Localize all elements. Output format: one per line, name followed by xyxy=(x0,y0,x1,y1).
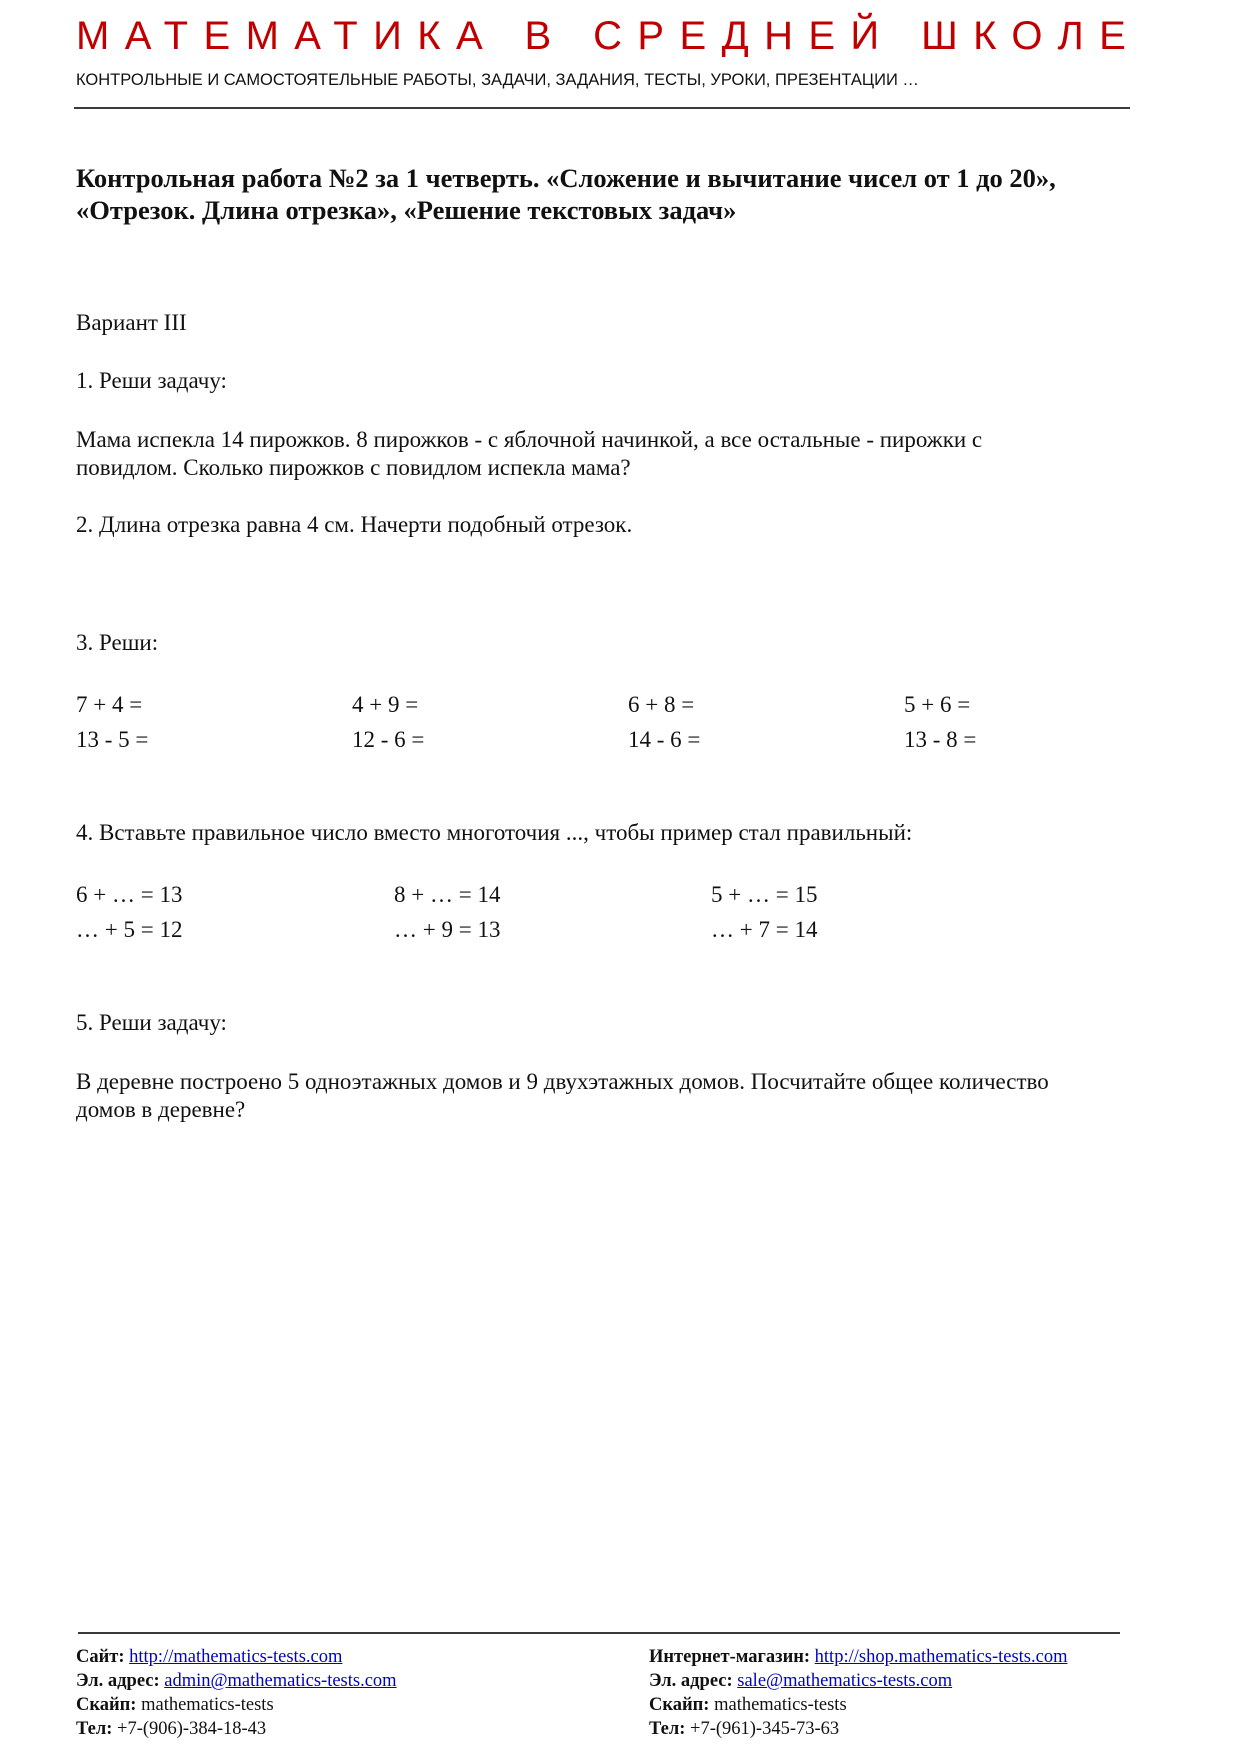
footer-phone-row xyxy=(649,1717,1067,1741)
footer-email-label: Эл. адрес: xyxy=(76,1671,160,1691)
footer-email-label: Эл. адрес: xyxy=(649,1671,733,1691)
footer-skype-row xyxy=(649,1693,1067,1717)
document-title-line-1: Контрольная работа №2 за 1 четверть. «Сложение и вычитание чисел от 1 до 20», xyxy=(76,163,1056,193)
site-title: МАТЕМАТИКА В СРЕДНЕЙ ШКОЛЕ xyxy=(76,14,1142,58)
task3-heading: 3. Реши: xyxy=(76,630,159,655)
task3-example: 14 - 6 = xyxy=(628,727,701,752)
footer-email-row xyxy=(76,1669,397,1693)
task1-text-line-1: Мама испекла 14 пирожков. 8 пирожков - с яблочной начинкой, а все остальные - пирожки с xyxy=(76,427,983,452)
footer-shop-label: Интернет-магазин: xyxy=(649,1647,811,1667)
footer-email-domain-link[interactable]: mathematics-tests.com xyxy=(783,1671,953,1691)
footer-site-label: Сайт: xyxy=(76,1647,125,1667)
task3-example: 5 + 6 = xyxy=(904,692,971,717)
task5-heading: 5. Реши задачу: xyxy=(76,1010,227,1035)
variant-label: Вариант III xyxy=(76,310,187,335)
footer-email-user-link[interactable]: sale@ xyxy=(737,1671,784,1691)
footer-email-user-link[interactable]: admin@ xyxy=(164,1671,228,1691)
header-divider xyxy=(74,107,1130,109)
task5-text-line-1: В деревне построено 5 одноэтажных домов и 9 двухэтажных домов. Посчитайте общее количество xyxy=(76,1069,1049,1094)
footer-shop-row xyxy=(649,1645,1067,1669)
document-title xyxy=(76,162,1056,226)
footer-right xyxy=(649,1645,1067,1741)
task3-example: 13 - 8 = xyxy=(904,727,977,752)
task4-example: 5 + … = 15 xyxy=(711,882,818,907)
task1-text xyxy=(76,426,982,482)
task4-example: 8 + … = 14 xyxy=(394,882,501,907)
task3-example: 4 + 9 = xyxy=(352,692,419,717)
footer-shop-link[interactable]: http://shop.mathematics-tests.com xyxy=(814,1647,1068,1667)
task3-example: 13 - 5 = xyxy=(76,727,149,752)
footer-email-domain-link[interactable]: mathematics-tests.com xyxy=(227,1671,397,1691)
footer-phone-label: Тел: xyxy=(76,1719,113,1739)
task3-example: 7 + 4 = xyxy=(76,692,143,717)
task1-heading: 1. Реши задачу: xyxy=(76,368,227,393)
task5-text-line-2: домов в деревне? xyxy=(76,1097,246,1122)
footer-phone-label: Тел: xyxy=(649,1719,686,1739)
footer-skype-row xyxy=(76,1693,397,1717)
footer-site-link[interactable]: http://mathematics-tests.com xyxy=(129,1647,343,1667)
document-title-line-2: «Отрезок. Длина отрезка», «Решение текстовых задач» xyxy=(76,195,737,225)
footer-email-row xyxy=(649,1669,1067,1693)
task4-example: 6 + … = 13 xyxy=(76,882,183,907)
footer-skype-label: Скайп: xyxy=(649,1695,710,1715)
footer-divider xyxy=(78,1632,1120,1634)
site-subtitle: КОНТРОЛЬНЫЕ И САМОСТОЯТЕЛЬНЫЕ РАБОТЫ, ЗАДАЧИ, ЗАДАНИЯ, ТЕСТЫ, УРОКИ, ПРЕЗЕНТАЦИИ … xyxy=(76,71,919,89)
footer-phone-value: +7-(961)-345-73-63 xyxy=(690,1719,840,1739)
task3-example: 12 - 6 = xyxy=(352,727,425,752)
task4-heading: 4. Вставьте правильное число вместо многоточия ..., чтобы пример стал правильный: xyxy=(76,820,913,845)
footer-phone-value: +7-(906)-384-18-43 xyxy=(117,1719,267,1739)
task4-example: … + 7 = 14 xyxy=(711,917,818,942)
footer-skype-label: Скайп: xyxy=(76,1695,137,1715)
task4-example: … + 9 = 13 xyxy=(394,917,501,942)
task4-example: … + 5 = 12 xyxy=(76,917,183,942)
footer-site-row xyxy=(76,1645,397,1669)
task3-example: 6 + 8 = xyxy=(628,692,695,717)
task1-text-line-2: повидлом. Сколько пирожков с повидлом испекла мама? xyxy=(76,455,631,480)
task5-text xyxy=(76,1068,1049,1124)
footer-skype-value: mathematics-tests xyxy=(714,1695,847,1715)
footer-phone-row xyxy=(76,1717,397,1741)
footer-left xyxy=(76,1645,397,1741)
task2-text: 2. Длина отрезка равна 4 см. Начерти подобный отрезок. xyxy=(76,512,633,537)
footer-skype-value: mathematics-tests xyxy=(141,1695,274,1715)
